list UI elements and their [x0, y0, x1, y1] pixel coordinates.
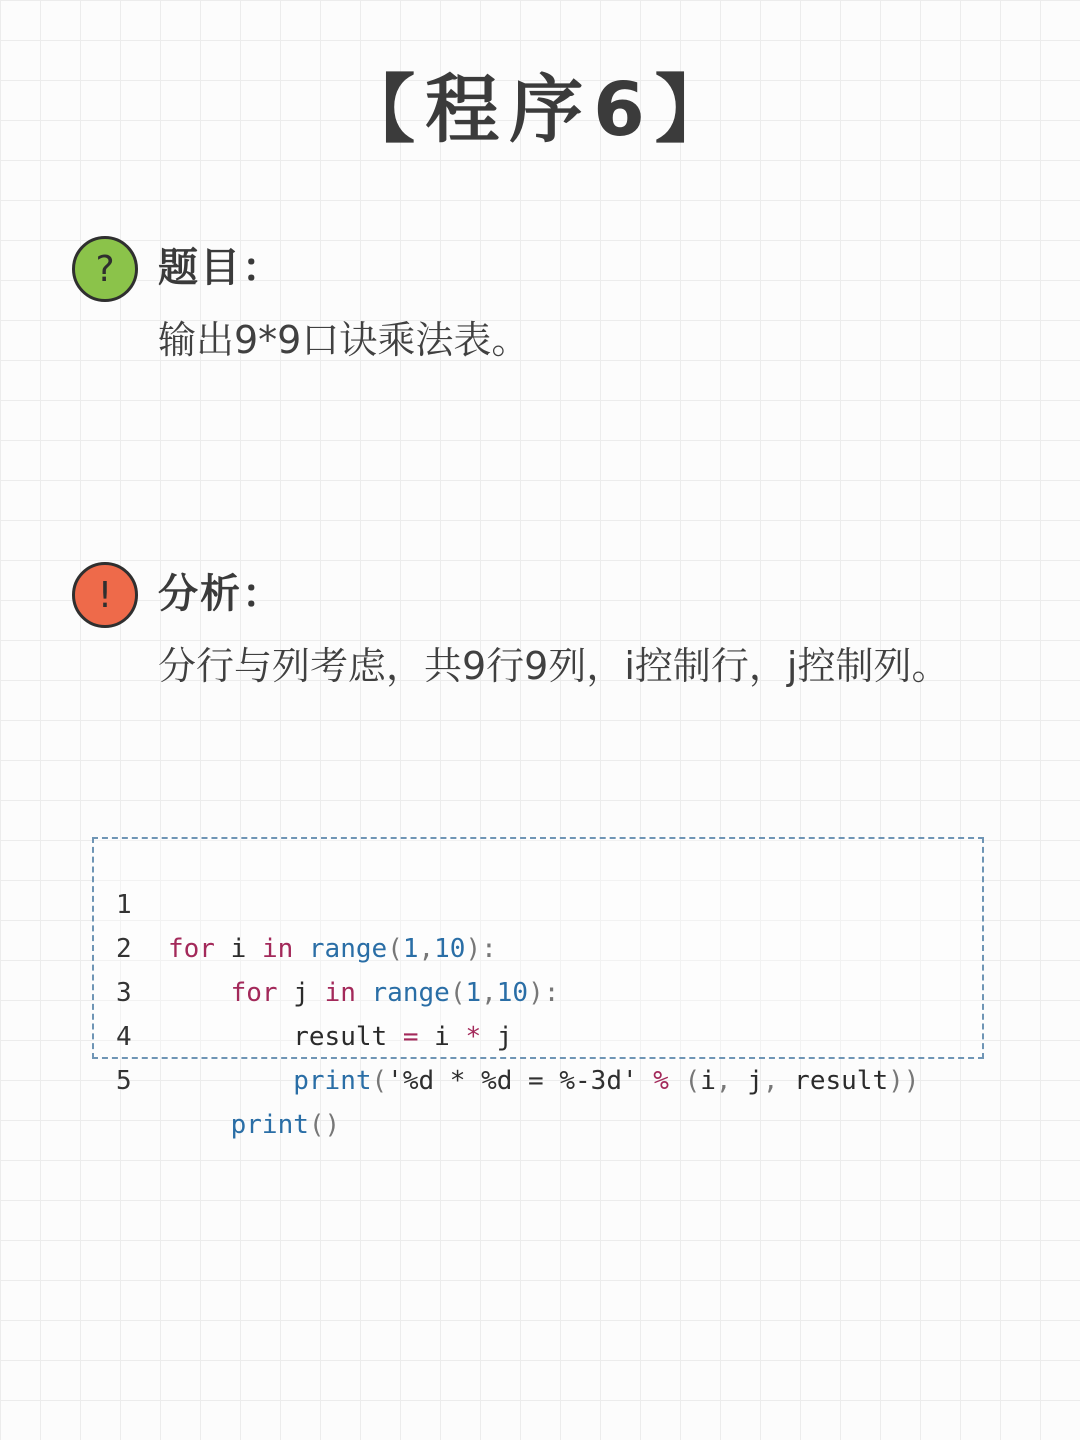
code-token: for — [230, 978, 278, 1008]
line-number: 2 — [116, 934, 132, 964]
code-token: 1 — [465, 978, 482, 1008]
code-token: )) — [888, 1066, 920, 1096]
line-number: 1 — [116, 890, 132, 920]
code-token: 1 — [402, 934, 419, 964]
code-token: , — [481, 978, 497, 1008]
code-token: 10 — [496, 978, 529, 1008]
line-number: 3 — [116, 978, 132, 1008]
code-block — [92, 837, 984, 1140]
code-text — [168, 1015, 512, 1059]
question-label: 题目： — [158, 245, 284, 291]
code-token: , — [762, 1066, 779, 1096]
code-line — [94, 839, 497, 964]
code-token: j — [731, 1066, 763, 1096]
code-token: () — [308, 1110, 341, 1140]
code-token: '%d * %d = %-3d' — [387, 1066, 638, 1096]
exclamation-icon: ! — [72, 562, 138, 628]
code-token: ): — [528, 978, 560, 1008]
code-token: ): — [465, 934, 497, 964]
code-token: print — [293, 1066, 372, 1096]
code-token — [293, 934, 309, 964]
code-token: for — [168, 934, 215, 964]
code-token: ( — [449, 978, 466, 1008]
code-token — [669, 1066, 685, 1096]
code-token: ( — [371, 1066, 388, 1096]
analysis-header — [72, 562, 1012, 628]
code-text — [168, 927, 497, 971]
code-token: in — [324, 978, 356, 1008]
code-token: range — [308, 934, 388, 964]
code-token: range — [371, 978, 450, 1008]
code-token: j — [481, 1022, 513, 1052]
question-header — [72, 236, 1012, 302]
code-token: result — [293, 1022, 403, 1052]
analysis-label: 分析： — [158, 571, 284, 617]
code-token: ( — [684, 1066, 701, 1096]
analysis-text: 分行与列考虑，共9行9列，i控制行，j控制列。 — [158, 644, 950, 688]
code-token: j — [277, 978, 325, 1008]
code-token: * — [465, 1022, 482, 1052]
code-token — [638, 1066, 654, 1096]
code-line — [94, 1015, 341, 1140]
analysis-section — [72, 562, 1012, 694]
code-text — [168, 1103, 340, 1147]
page-title: 【程序6】 — [341, 67, 739, 153]
question-text: 输出9*9口诀乘法表。 — [158, 318, 530, 362]
code-token: ( — [387, 934, 403, 964]
code-line — [94, 883, 560, 1008]
code-token: 10 — [434, 934, 466, 964]
code-text — [168, 1059, 919, 1103]
code-token: % — [653, 1066, 669, 1096]
code-token: print — [230, 1110, 309, 1140]
code-token: i — [418, 1022, 466, 1052]
code-text — [168, 971, 559, 1015]
line-number: 5 — [116, 1066, 132, 1096]
code-token: , — [715, 1066, 732, 1096]
code-token: i — [700, 1066, 716, 1096]
code-token: , — [418, 934, 435, 964]
code-token: = — [402, 1022, 419, 1052]
code-token: result — [778, 1066, 889, 1096]
code-token: i — [214, 934, 262, 964]
code-token: in — [261, 934, 294, 964]
question-section — [72, 236, 1012, 368]
line-number: 4 — [116, 1022, 132, 1052]
code-token — [356, 978, 372, 1008]
question-icon: ? — [72, 236, 138, 302]
